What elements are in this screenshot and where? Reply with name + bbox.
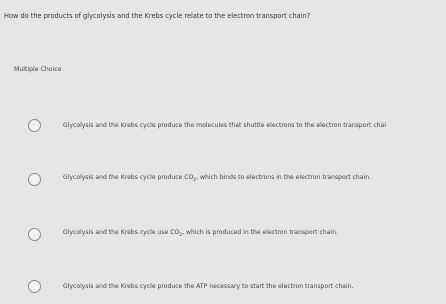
answer-option-text: Glycolysis and the Krebs cycle use $CO_2$, which is produced in the electron transport chain.	[63, 229, 338, 239]
radio-button-icon[interactable]	[28, 119, 41, 132]
answer-option-3[interactable]	[28, 225, 446, 243]
question-type-label: Multiple Choice	[14, 66, 62, 73]
answer-option-2[interactable]	[28, 170, 446, 188]
answer-option-text: Glycolysis and the Krebs cycle produce the ATP necessary to start the electron transport chain.	[63, 282, 354, 290]
answer-option-4[interactable]	[28, 277, 446, 295]
radio-button-icon[interactable]	[28, 228, 41, 241]
answer-option-1[interactable]	[28, 116, 446, 134]
answer-option-text: Glycolysis and the Krebs cycle produce the molecules that shuttle electrons to the electron transport chai	[63, 121, 386, 129]
answer-option-text: Glycolysis and the Krebs cycle produce $CO_2$, which binds to electrons in the electron transport chain.	[63, 174, 371, 184]
radio-button-icon[interactable]	[28, 173, 41, 186]
question-text: How do the products of glycolysis and the Krebs cycle relate to the electron transport chain?	[4, 12, 311, 20]
radio-button-icon[interactable]	[28, 280, 41, 293]
